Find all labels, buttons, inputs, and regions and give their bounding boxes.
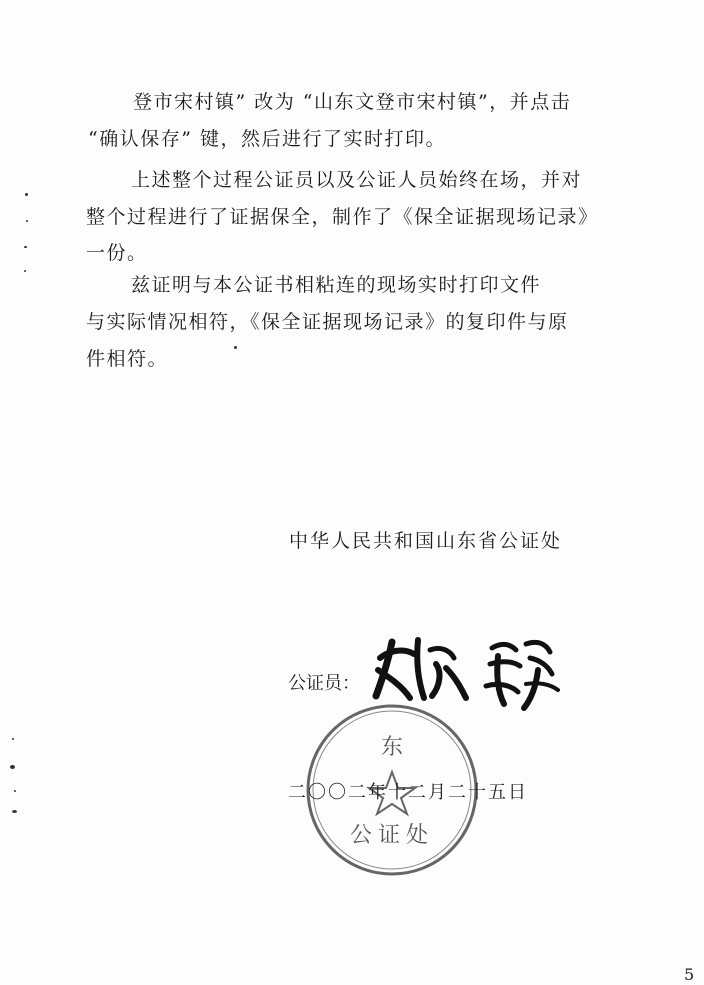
notary-label: 公证员： (288, 673, 360, 694)
scan-speck (24, 246, 27, 248)
body-line-1: 登市宋村镇” 改为 “山东文登市宋村镇”，并点击 (133, 91, 572, 113)
body-line-6: 兹证明与本公证书相粘连的现场实时打印文件 (131, 274, 542, 296)
body-line-7: 与实际情况相符，《保全证据现场记录》的复印件与原 (86, 311, 569, 333)
page-number: 5 (684, 965, 695, 984)
scan-speck (234, 346, 237, 349)
body-line-2: “确认保存” 键，然后进行了实时打印。 (88, 128, 446, 150)
issuer-name: 中华人民共和国山东省公证处 (289, 530, 563, 552)
scan-speck (14, 790, 16, 792)
body-line-3: 上述整个过程公证员以及公证人员始终在场，并对 (131, 169, 583, 191)
scan-speck (26, 220, 28, 222)
body-line-8: 件相符。 (86, 348, 169, 370)
seal-bottom-text: 公证处 (349, 823, 435, 848)
scan-speck (24, 270, 26, 272)
scan-speck (25, 193, 28, 196)
document-date: 二〇〇二年十二月二十五日 (288, 782, 528, 803)
scan-speck (12, 810, 17, 813)
seal-top-text: 东 (380, 735, 404, 760)
body-line-4: 整个过程进行了证据保全，制作了《保全证据现场记录》 (86, 206, 599, 228)
scan-speck (10, 765, 15, 769)
body-line-5: 一份。 (86, 242, 148, 264)
scan-speck (12, 738, 14, 740)
